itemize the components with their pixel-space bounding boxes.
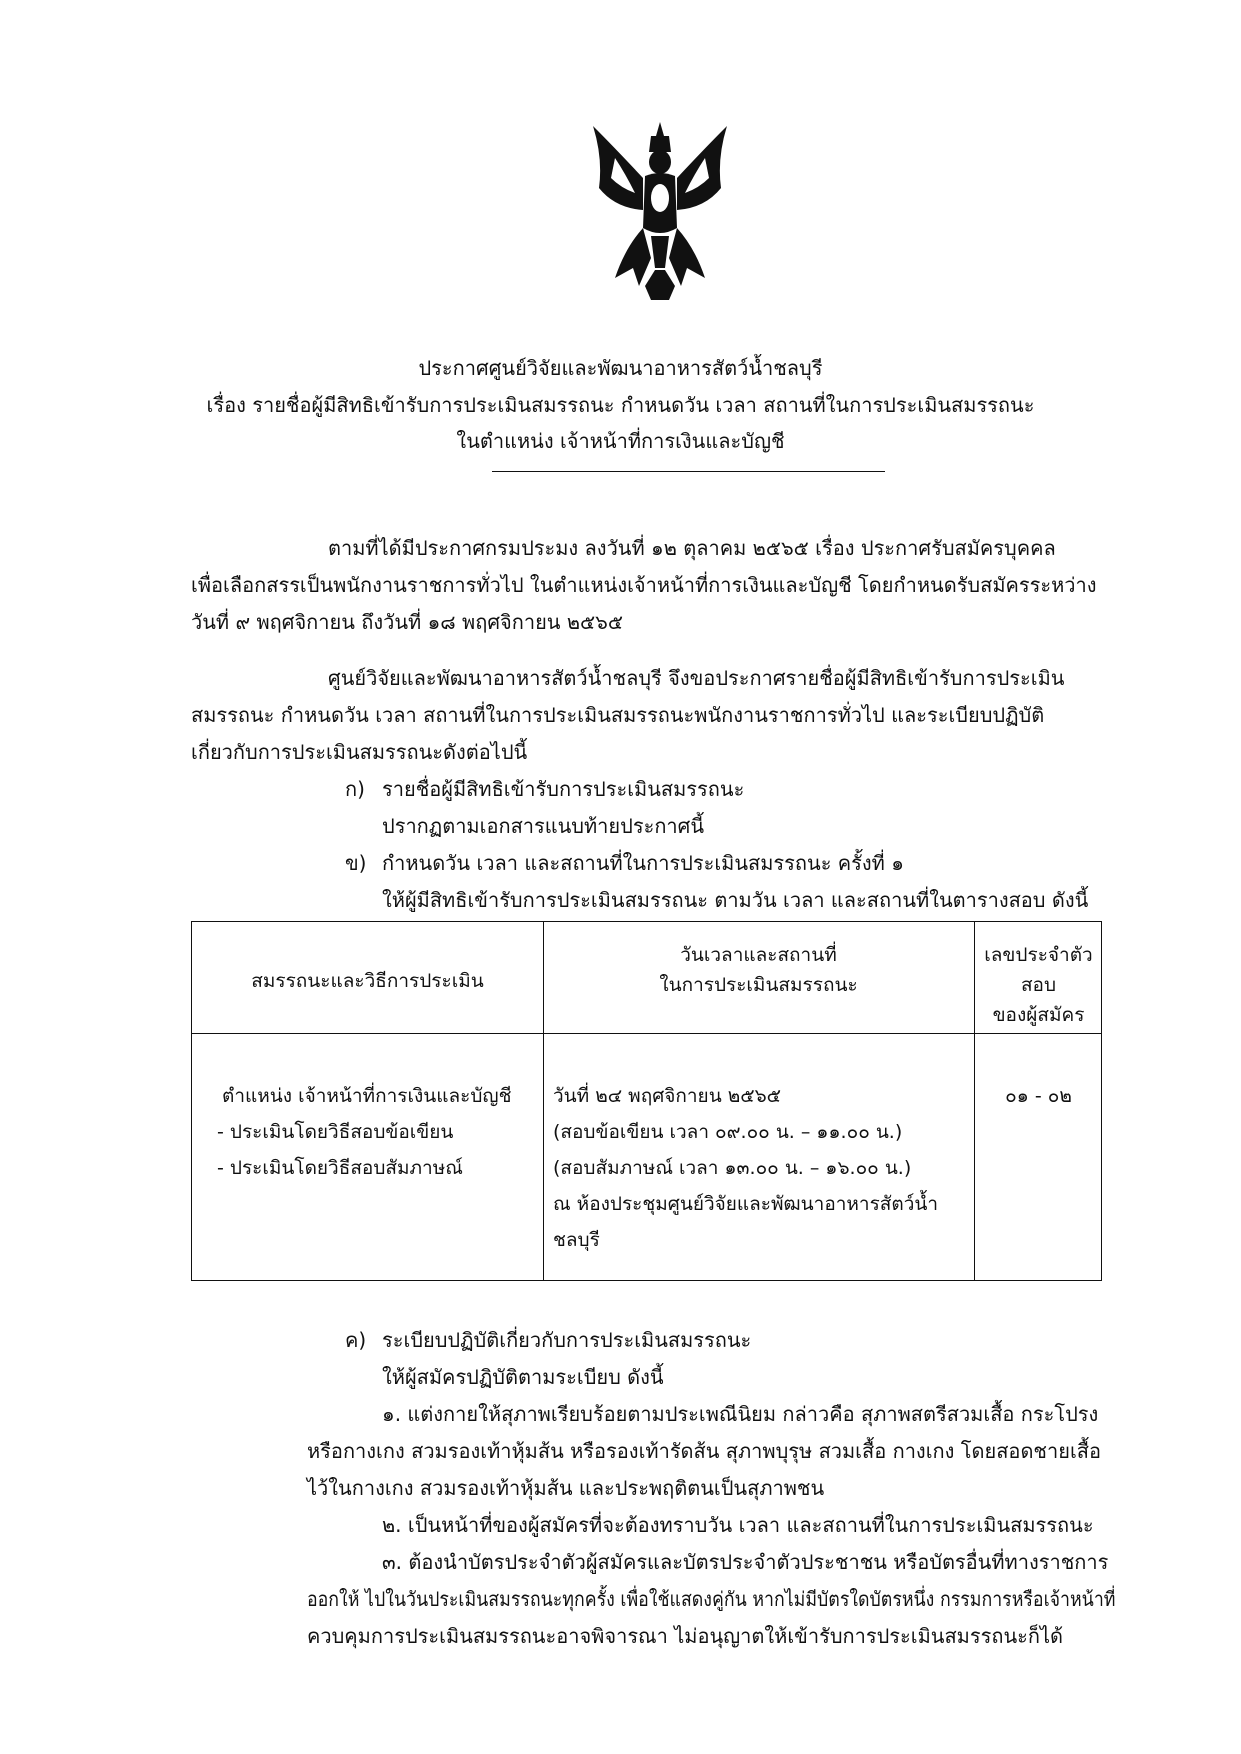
table-header-applicant-id: ของผู้สมัคร — [992, 1004, 1085, 1026]
table-cell-position: ตำแหน่ง เจ้าหน้าที่การเงินและบัญชี — [222, 1085, 512, 1107]
table-header-competency: สมรรถนะและวิธีการประเมิน — [251, 970, 484, 992]
item-c-marker: ค) — [345, 1328, 367, 1352]
announcement-issuer: ประกาศศูนย์วิจัยและพัฒนาอาหารสัตว์น้ำชลบุรี — [418, 356, 823, 380]
table-divider — [192, 1033, 1101, 1034]
table-cell-venue: ณ ห้องประชุมศูนย์วิจัยและพัฒนาอาหารสัตว์น้ำ — [553, 1193, 939, 1215]
rule-1-line3: ไว้ในกางเกง สวมรองเท้าหุ้มส้น และประพฤติตนเป็นสุภาพชน — [307, 1476, 825, 1500]
rule-1-line2: หรือกางเกง สวมรองเท้าหุ้มส้น หรือรองเท้ารัดส้น สุภาพบุรุษ สวมเสื้อ กางเกง โดยสอดชายเสื้อ — [307, 1439, 1102, 1463]
rule-1-line1: ๑. แต่งกายให้สุภาพเรียบร้อยตามประเพณีนิยม กล่าวคือ สุภาพสตรีสวมเสื้อ กระโปรง — [382, 1402, 1099, 1426]
rule-2: ๒. เป็นหน้าที่ของผู้สมัครที่จะต้องทราบวัน เวลา และสถานที่ในการประเมินสมรรถนะ — [382, 1513, 1094, 1537]
table-cell-date: วันที่ ๒๔ พฤศจิกายน ๒๕๖๕ — [553, 1085, 782, 1107]
table-header-applicant-id: เลขประจำตัว — [984, 944, 1093, 966]
para2-line2: สมรรถนะ กำหนดวัน เวลา สถานที่ในการประเมินสมรรถนะพนักงานราชการทั่วไป และระเบียบปฏิบัติ — [191, 703, 1045, 727]
table-cell-time: (สอบข้อเขียน เวลา ๐๙.๐๐ น. – ๑๑.๐๐ น.) — [553, 1121, 903, 1143]
item-c-line2: ให้ผู้สมัครปฏิบัติตามระเบียบ ดังนี้ — [382, 1365, 664, 1389]
table-header-datetime: ในการประเมินสมรรถนะ — [659, 974, 858, 996]
item-a-line1: รายชื่อผู้มีสิทธิเข้ารับการประเมินสมรรถนะ — [382, 777, 745, 801]
table-cell-method: - ประเมินโดยวิธีสอบข้อเขียน — [217, 1121, 454, 1143]
schedule-table — [191, 921, 1102, 1281]
table-cell-applicant-numbers: ๐๑ - ๐๒ — [1005, 1085, 1072, 1107]
para2-line3: เกี่ยวกับการประเมินสมรรถนะดังต่อไปนี้ — [191, 740, 528, 764]
rule-3-line1: ๓. ต้องนำบัตรประจำตัวผู้สมัครและบัตรประจำตัวประชาชน หรือบัตรอื่นที่ทางราชการ — [382, 1550, 1109, 1574]
table-cell-venue: ชลบุรี — [553, 1229, 600, 1251]
rule-3-line2: ออกให้ ไปในวันประเมินสมรรถนะทุกครั้ง เพื่อใช้แสดงคู่กัน หากไม่มีบัตรใดบัตรหนึ่ง กรรมการหรือเจ้าหน้าที่ — [307, 1587, 1116, 1611]
item-b-marker: ข) — [345, 851, 367, 875]
table-cell-time: (สอบสัมภาษณ์ เวลา ๑๓.๐๐ น. – ๑๖.๐๐ น.) — [553, 1157, 912, 1179]
announcement-position: ในตำแหน่ง เจ้าหน้าที่การเงินและบัญชี — [456, 429, 785, 453]
para1-line3: วันที่ ๙ พฤศจิกายน ถึงวันที่ ๑๘ พฤศจิกายน ๒๕๖๕ — [191, 610, 623, 634]
item-c-line1: ระเบียบปฏิบัติเกี่ยวกับการประเมินสมรรถนะ — [382, 1328, 752, 1352]
para1-line2: เพื่อเลือกสรรเป็นพนักงานราชการทั่วไป ในตำแหน่งเจ้าหน้าที่การเงินและบัญชี โดยกำหนดรับสมัครระหว่าง — [191, 573, 1097, 597]
item-b-line1: กำหนดวัน เวลา และสถานที่ในการประเมินสมรรถนะ ครั้งที่ ๑ — [382, 851, 904, 875]
table-header-applicant-id: สอบ — [1020, 974, 1057, 996]
para1-line1: ตามที่ได้มีประกาศกรมประมง ลงวันที่ ๑๒ ตุลาคม ๒๕๖๕ เรื่อง ประกาศรับสมัครบุคคล — [328, 536, 1056, 560]
table-cell-method: - ประเมินโดยวิธีสอบสัมภาษณ์ — [217, 1157, 463, 1179]
para2-line1: ศูนย์วิจัยและพัฒนาอาหารสัตว์น้ำชลบุรี จึงขอประกาศรายชื่อผู้มีสิทธิเข้ารับการประเมิน — [328, 666, 1065, 690]
item-a-marker: ก) — [345, 777, 365, 801]
announcement-subject: เรื่อง รายชื่อผู้มีสิทธิเข้ารับการประเมินสมรรถนะ กำหนดวัน เวลา สถานที่ในการประเมินสมรรถนะ — [206, 393, 1035, 417]
garuda-emblem-icon — [585, 118, 735, 308]
item-a-line2: ปรากฏตามเอกสารแนบท้ายประกาศนี้ — [382, 814, 705, 838]
item-b-line2: ให้ผู้มีสิทธิเข้ารับการประเมินสมรรถนะ ตามวัน เวลา และสถานที่ในตารางสอบ ดังนี้ — [382, 888, 1089, 912]
rule-3-line3: ควบคุมการประเมินสมรรถนะอาจพิจารณา ไม่อนุญาตให้เข้ารับการประเมินสมรรถนะก็ได้ — [307, 1624, 1064, 1648]
table-header-datetime: วันเวลาและสถานที่ — [680, 944, 837, 966]
header-divider — [492, 471, 885, 472]
